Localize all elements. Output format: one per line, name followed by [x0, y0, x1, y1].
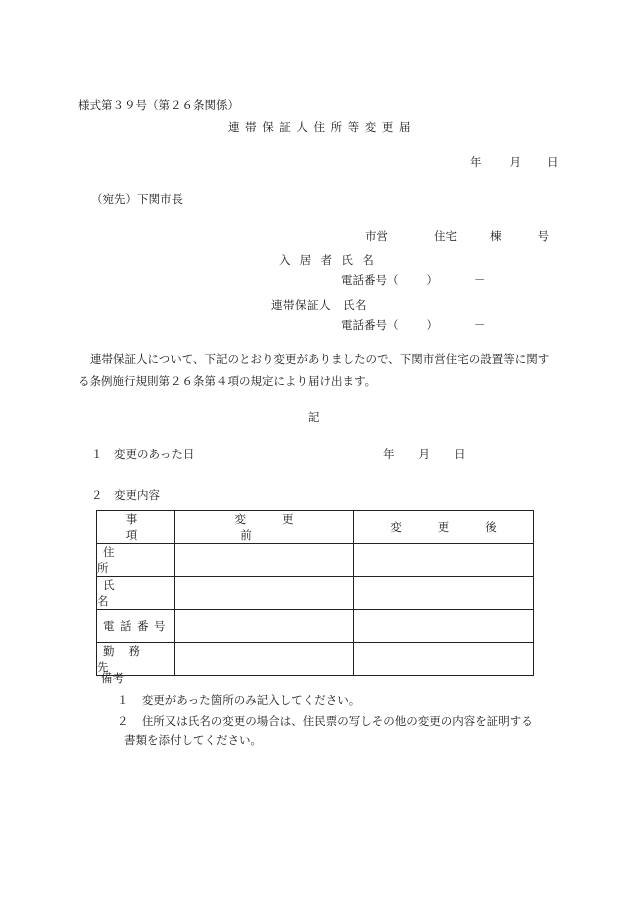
resident-phone — [341, 273, 486, 287]
workplace-before-cell[interactable] — [175, 643, 354, 676]
header-before — [175, 511, 354, 544]
header-item-text: 事項 — [125, 512, 150, 542]
header-after — [354, 511, 534, 544]
row-label-text: 電話番号 — [103, 619, 171, 633]
phone-after-cell[interactable] — [354, 610, 534, 643]
header-item — [97, 511, 175, 544]
name-after-cell[interactable] — [354, 577, 534, 610]
housing-building: 棟 — [490, 229, 502, 243]
note-1-number: １ — [117, 693, 129, 707]
item1-label: 変更のあった日 — [114, 447, 195, 461]
submission-date — [470, 155, 559, 169]
address-before-cell[interactable] — [175, 544, 354, 577]
addressee: （宛先）下関市長 — [91, 192, 183, 206]
row-label-text: 氏名 — [97, 578, 155, 608]
table-header-row — [97, 511, 534, 544]
ki-heading: 記 — [308, 410, 320, 424]
note-1-text: 変更があった箇所のみ記入してください。 — [141, 693, 361, 707]
housing-prefix: 市営 — [365, 229, 388, 243]
date-month-label: 月 — [509, 155, 521, 169]
notes-title: 備考 — [101, 671, 124, 685]
form-id: 様式第３９号（第２６条関係） — [78, 98, 239, 112]
note-2-number: ２ — [117, 714, 129, 728]
table-row — [97, 577, 534, 610]
body-text: 連帯保証人について、下記のとおり変更がありましたので、下関市営住宅の設置等に関する条例施行規則第２６条第４項の規定により届け出ます。 — [78, 352, 550, 388]
row-label-text: 勤務先 — [97, 644, 154, 674]
guarantor-phone-dash: － — [474, 318, 486, 332]
item2-label: 変更内容 — [114, 488, 160, 502]
housing-number: 号 — [537, 229, 549, 243]
note-2 — [117, 711, 533, 731]
resident-phone-dash: － — [474, 273, 486, 287]
guarantor-phone — [341, 318, 486, 332]
guarantor-name-label: 連帯保証人 氏名 — [271, 298, 367, 312]
row-label-phone — [97, 610, 175, 643]
workplace-after-cell[interactable] — [354, 643, 534, 676]
table-row — [97, 643, 534, 676]
phone-before-cell[interactable] — [175, 610, 354, 643]
name-before-cell[interactable] — [175, 577, 354, 610]
guarantor-phone-close: ） — [426, 318, 438, 332]
note-2-text: 住所又は氏名の変更の場合は、住民票の写しその他の変更の内容を証明する — [141, 714, 533, 728]
row-label-text: 住所 — [97, 545, 155, 575]
item1-month: 月 — [418, 447, 430, 461]
item1-day: 日 — [454, 447, 466, 461]
guarantor-phone-label: 電話番号（ — [341, 318, 399, 332]
item1-date — [383, 447, 466, 461]
housing-suffix: 住宅 — [434, 229, 457, 243]
housing-line — [365, 229, 549, 243]
row-label-address — [97, 544, 175, 577]
resident-name-label: 入居者氏名 — [279, 253, 383, 267]
resident-phone-close: ） — [426, 273, 438, 287]
row-label-name — [97, 577, 175, 610]
note-2-continuation: 書類を添付してください。 — [124, 733, 262, 747]
item1-number: １ — [91, 447, 103, 461]
date-year-label: 年 — [470, 155, 482, 169]
address-after-cell[interactable] — [354, 544, 534, 577]
table-row — [97, 610, 534, 643]
table-row — [97, 544, 534, 577]
body-paragraph — [78, 348, 553, 392]
date-day-label: 日 — [547, 155, 559, 169]
header-after-text: 変更後 — [390, 520, 533, 534]
page-title: 連帯保証人住所等変更届 — [228, 120, 417, 134]
item1-year: 年 — [383, 447, 395, 461]
change-table — [96, 510, 534, 676]
note-1 — [117, 690, 360, 710]
header-before-text: 変更前 — [234, 512, 330, 542]
resident-phone-label: 電話番号（ — [341, 273, 399, 287]
item2-number: ２ — [91, 488, 103, 502]
